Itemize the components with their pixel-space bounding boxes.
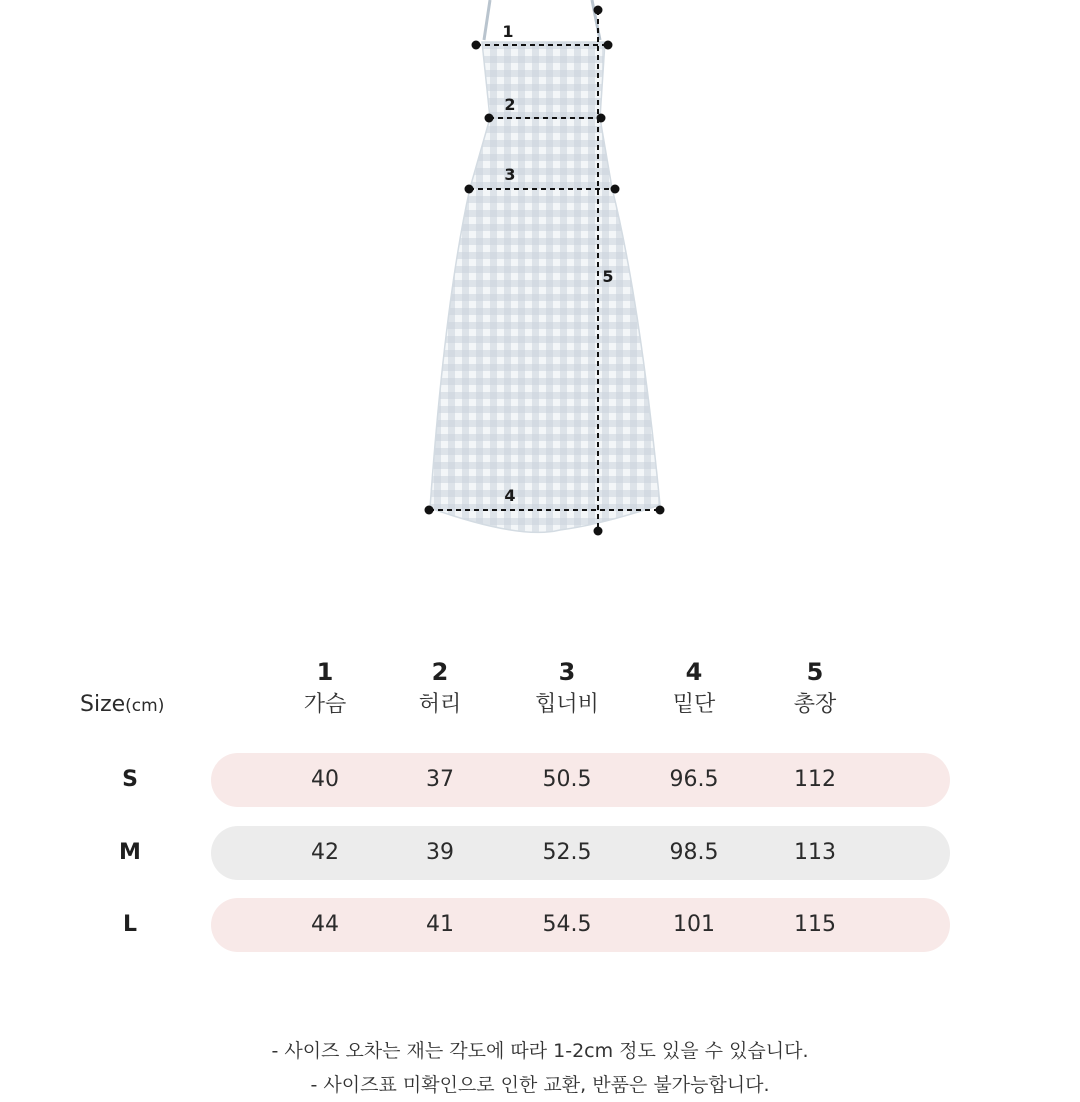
column-name: 허리 <box>418 692 462 717</box>
note-line: - 사이즈표 미확인으로 인한 교환, 반품은 불가능합니다. <box>310 1074 770 1096</box>
marker-3: 3 <box>504 165 516 184</box>
size-label: Size <box>80 692 126 717</box>
table-cell: 42 <box>311 840 339 865</box>
column-name: 총장 <box>793 692 837 717</box>
table-cell: 115 <box>794 912 836 937</box>
table-cell: 44 <box>311 912 339 937</box>
table-cell: 98.5 <box>669 840 719 865</box>
marker-4: 4 <box>504 486 516 505</box>
marker-2: 2 <box>504 95 516 114</box>
table-cell: 101 <box>673 912 715 937</box>
column-name: 가슴 <box>303 692 347 717</box>
column-number: 4 <box>685 658 703 686</box>
table-cell: 96.5 <box>669 767 719 792</box>
dress-illustration <box>430 0 660 532</box>
column-number: 2 <box>431 658 449 686</box>
table-cell: 37 <box>426 767 454 792</box>
dress-body <box>430 42 660 532</box>
note-line: - 사이즈 오차는 재는 각도에 따라 1-2cm 정도 있을 수 있습니다. <box>271 1040 809 1062</box>
table-cell: 40 <box>311 767 339 792</box>
table-cell: 52.5 <box>542 840 592 865</box>
column-header-hip <box>497 656 637 722</box>
table-cell: 41 <box>426 912 454 937</box>
table-cell: 50.5 <box>542 767 592 792</box>
size-label-l: L <box>122 912 138 937</box>
left-strap <box>484 0 490 40</box>
size-label-s: S <box>122 767 138 792</box>
unit-label: (cm) <box>125 696 165 716</box>
column-header-length <box>745 656 885 722</box>
table-cell: 112 <box>794 767 836 792</box>
column-number: 3 <box>558 658 576 686</box>
size-label-m: M <box>119 840 141 865</box>
column-header-hem <box>624 656 764 722</box>
column-name: 밑단 <box>672 692 716 717</box>
column-number: 5 <box>806 658 824 686</box>
table-cell: 113 <box>794 840 836 865</box>
size-notes <box>0 1034 1080 1102</box>
table-cell: 39 <box>426 840 454 865</box>
marker-1: 1 <box>502 22 514 41</box>
table-cell: 54.5 <box>542 912 592 937</box>
column-number: 1 <box>316 658 334 686</box>
column-name: 힙너비 <box>535 692 599 717</box>
size-unit-header <box>80 692 164 717</box>
column-header-waist <box>370 656 510 722</box>
marker-5: 5 <box>602 267 614 286</box>
